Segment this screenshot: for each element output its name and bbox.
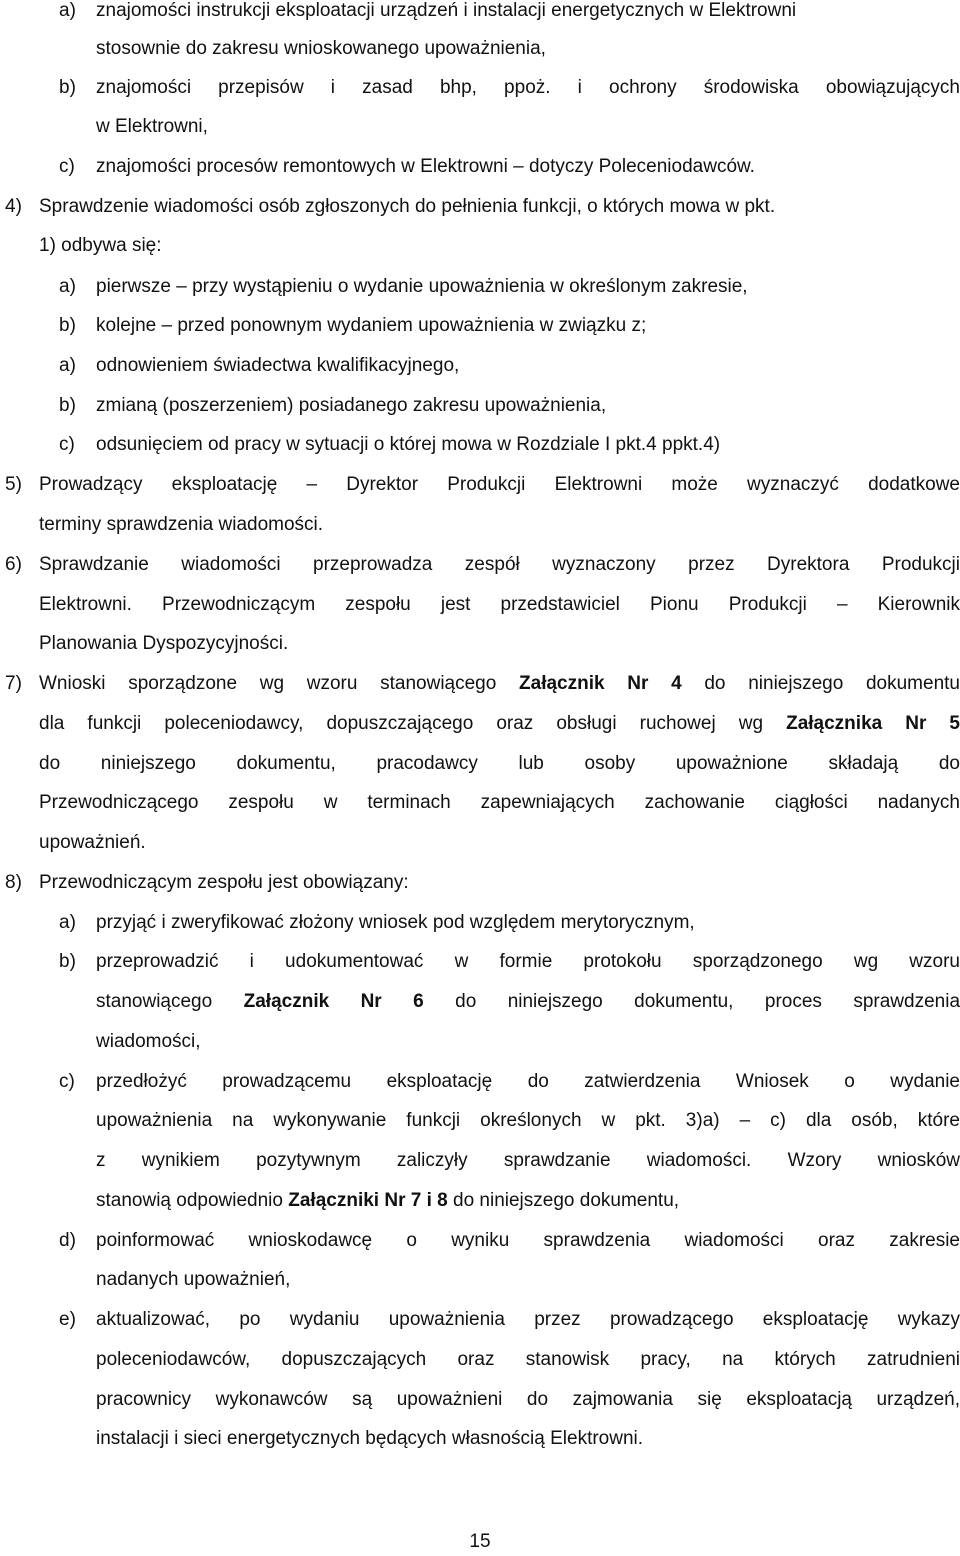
- text-line: [0, 1225, 960, 1257]
- text-line: [0, 708, 960, 740]
- line-text: Przewodniczącym zespołu jest obowiązany:: [39, 872, 409, 893]
- text-line: [0, 1066, 960, 1098]
- line-text: aktualizować, po wydaniu upoważnienia przez prowadzącego eksploatację wykazy: [96, 1309, 960, 1330]
- line-text: przedłożyć prowadzącemu eksploatację do zatwierdzenia Wniosek o wydanie: [96, 1071, 960, 1092]
- line-text: przyjąć i zweryfikować złożony wniosek pod względem merytorycznym,: [96, 912, 695, 933]
- line-text: Elektrowni. Przewodniczącym zespołu jest przedstawiciel Pionu Produkcji – Kierownik: [39, 594, 960, 615]
- text-line: [0, 429, 960, 461]
- line-text: upoważnienia na wykonywanie funkcji określonych w pkt. 3)a) – c) dla osób, które: [96, 1110, 960, 1131]
- text-run: dla funkcji poleceniodawcy, dopuszczającego oraz obsługi ruchowej wg: [39, 713, 787, 734]
- text-line: [0, 1344, 960, 1376]
- line-text: pierwsze – przy wystąpieniu o wydanie upoważnienia w określonym zakresie,: [96, 276, 748, 297]
- line-text: [96, 986, 960, 1018]
- text-line: [0, 151, 960, 183]
- text-line: [0, 748, 960, 780]
- line-text: 1) odbywa się:: [39, 235, 162, 256]
- list-marker: b): [59, 951, 76, 972]
- text-line: [0, 271, 960, 303]
- line-text: upoważnień.: [39, 832, 146, 853]
- text-line: [0, 589, 960, 621]
- line-text: [96, 1185, 679, 1217]
- line-text: znajomości instrukcji eksploatacji urządzeń i instalacji energetycznych w Elektrowni: [96, 0, 797, 21]
- list-marker: a): [59, 0, 76, 21]
- text-line: [0, 628, 960, 660]
- list-marker: 7): [5, 673, 22, 694]
- line-text: Planowania Dyspozycyjności.: [39, 633, 289, 654]
- text-line: [0, 787, 960, 819]
- list-marker: b): [59, 315, 76, 336]
- text-line: [0, 1105, 960, 1137]
- text-line: [0, 986, 960, 1018]
- text-line: [0, 230, 960, 262]
- list-marker: 8): [5, 872, 22, 893]
- line-text: w Elektrowni,: [96, 116, 208, 137]
- line-text: Sprawdzanie wiadomości przeprowadza zespół wyznaczony przez Dyrektora Produkcji: [39, 554, 960, 575]
- line-text: kolejne – przed ponownym wydaniem upoważnienia w związku z;: [96, 315, 647, 336]
- text-line: [0, 827, 960, 859]
- line-text: poleceniodawców, dopuszczających oraz stanowisk pracy, na których zatrudnieni: [96, 1349, 960, 1370]
- text-line: [0, 390, 960, 422]
- text-line: [0, 1384, 960, 1416]
- line-text: [39, 668, 960, 700]
- text-run: do niniejszego dokumentu,: [447, 1190, 680, 1211]
- list-marker: d): [59, 1230, 76, 1251]
- text-line: [0, 191, 960, 223]
- text-line: [0, 668, 960, 700]
- text-line: [0, 0, 960, 27]
- page-number: 15: [469, 1531, 491, 1552]
- text-line: [0, 469, 960, 501]
- text-run: stanowią odpowiednio: [96, 1190, 289, 1211]
- text-line: [0, 111, 960, 143]
- list-marker: c): [59, 434, 75, 455]
- line-text: nadanych upoważnień,: [96, 1269, 291, 1290]
- line-text: znajomości procesów remontowych w Elektrowni – dotyczy Poleceniodawców.: [96, 156, 755, 177]
- line-text: [39, 708, 960, 740]
- line-text: instalacji i sieci energetycznych będących własnością Elektrowni.: [96, 1428, 644, 1449]
- line-text: Prowadzący eksploatację – Dyrektor Produkcji Elektrowni może wyznaczyć dodatkowe: [39, 474, 960, 495]
- attachment-reference: Załączniki Nr 7 i 8: [288, 1190, 448, 1211]
- text-run: do niniejszego dokumentu: [681, 673, 960, 694]
- line-text: z wynikiem pozytywnym zaliczyły sprawdzanie wiadomości. Wzory wniosków: [96, 1150, 960, 1171]
- list-marker: a): [59, 355, 76, 376]
- text-line: [0, 1026, 960, 1058]
- line-text: pracownicy wykonawców są upoważnieni do zajmowania się eksploatacją urządzeń,: [96, 1389, 960, 1410]
- list-marker: 6): [5, 554, 22, 575]
- text-line: [0, 33, 960, 65]
- line-text: odsunięciem od pracy w sytuacji o której mowa w Rozdziale I pkt.4 ppkt.4): [96, 434, 721, 455]
- line-text: wiadomości,: [96, 1031, 201, 1052]
- list-marker: c): [59, 1071, 75, 1092]
- text-run: do niniejszego dokumentu, proces sprawdzenia: [423, 991, 960, 1012]
- text-run: stanowiącego: [96, 991, 244, 1012]
- text-line: [0, 549, 960, 581]
- line-text: stosownie do zakresu wnioskowanego upoważnienia,: [96, 38, 546, 59]
- list-marker: b): [59, 395, 76, 416]
- line-text: zmianą (poszerzeniem) posiadanego zakresu upoważnienia,: [96, 395, 607, 416]
- text-line: [0, 72, 960, 104]
- attachment-reference: Załącznik Nr 4: [519, 673, 682, 694]
- text-line: [0, 1304, 960, 1336]
- line-text: Sprawdzenie wiadomości osób zgłoszonych do pełnienia funkcji, o których mowa w pkt.: [39, 196, 776, 217]
- line-text: odnowieniem świadectwa kwalifikacyjnego,: [96, 355, 460, 376]
- text-line: [0, 946, 960, 978]
- line-text: znajomości przepisów i zasad bhp, ppoż. i ochrony środowiska obowiązujących: [96, 77, 960, 98]
- list-marker: 5): [5, 474, 22, 495]
- text-line: [0, 1423, 960, 1455]
- attachment-reference: Załącznika Nr 5: [786, 713, 960, 734]
- text-line: [0, 867, 960, 899]
- list-marker: a): [59, 276, 76, 297]
- text-run: Wnioski sporządzone wg wzoru stanowiącego: [39, 673, 520, 694]
- line-text: do niniejszego dokumentu, pracodawcy lub osoby upoważnione składają do: [39, 753, 960, 774]
- list-marker: c): [59, 156, 75, 177]
- text-line: [0, 907, 960, 939]
- text-line: [0, 310, 960, 342]
- text-line: [0, 1264, 960, 1296]
- text-line: [0, 509, 960, 541]
- line-text: poinformować wnioskodawcę o wyniku sprawdzenia wiadomości oraz zakresie: [96, 1230, 960, 1251]
- list-marker: b): [59, 77, 76, 98]
- line-text: przeprowadzić i udokumentować w formie protokołu sporządzonego wg wzoru: [96, 951, 960, 972]
- text-line: [0, 350, 960, 382]
- text-line: [0, 1185, 960, 1217]
- list-marker: 4): [5, 196, 22, 217]
- list-marker: e): [59, 1309, 76, 1330]
- text-line: [0, 1145, 960, 1177]
- line-text: Przewodniczącego zespołu w terminach zapewniających zachowanie ciągłości nadanych: [39, 792, 960, 813]
- attachment-reference: Załącznik Nr 6: [243, 991, 424, 1012]
- list-marker: a): [59, 912, 76, 933]
- line-text: terminy sprawdzenia wiadomości.: [39, 514, 324, 535]
